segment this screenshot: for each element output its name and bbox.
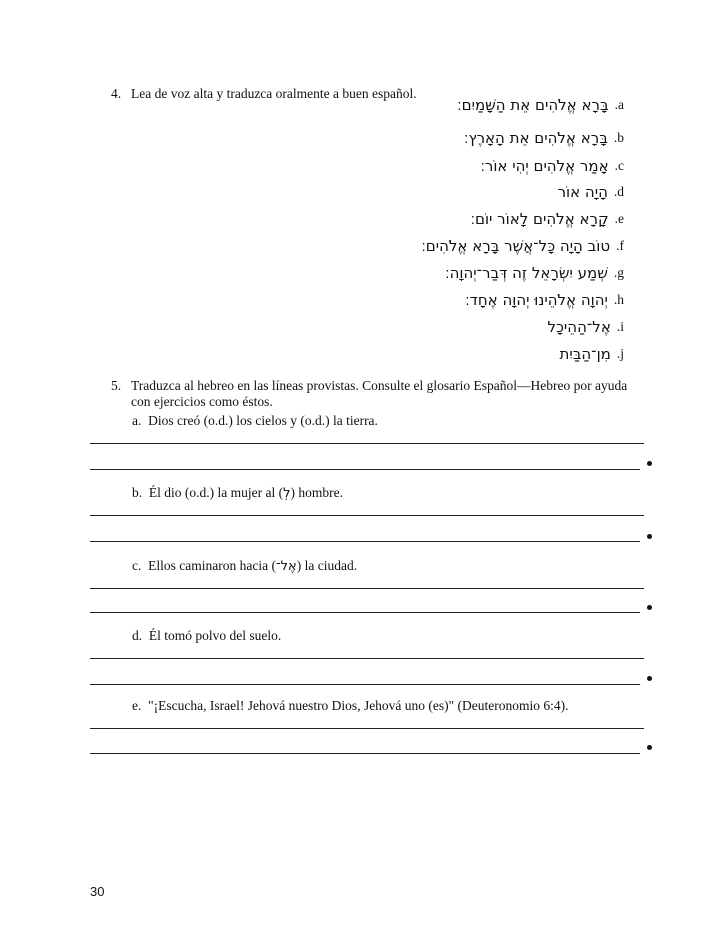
answer-line[interactable] <box>90 684 640 685</box>
translation-item-d: d. Él tomó polvo del suelo. <box>132 628 282 643</box>
period-mark <box>647 745 652 750</box>
hebrew-item-c: .c אָמַר אֱלֹהִים יְהִי אוֹר׃ <box>480 157 624 175</box>
hebrew-item-g: .g שְׁמַע יִשְׂרָאֵל זֶה דְּבַר־יְהוָה׃ <box>445 264 624 282</box>
hebrew-text: מִן־הַבַּיִת <box>559 345 611 363</box>
period-mark <box>647 461 652 466</box>
hebrew-text: קָרָא אֱלֹהִים לָאוֹר יוֹם׃ <box>470 210 609 228</box>
exercise-4-number: 4. <box>111 86 122 101</box>
hebrew-text: שְׁמַע יִשְׂרָאֵל זֶה דְּבַר־יְהוָה׃ <box>445 264 608 282</box>
inline-hebrew: לְ <box>283 486 291 501</box>
translation-item-c: c. Ellos caminaron hacia (אֶל־) la ciudad. <box>132 558 358 574</box>
answer-line[interactable] <box>90 658 644 659</box>
item-text: Él tomó polvo del suelo. <box>148 628 282 643</box>
translation-item-b: b. Él dio (o.d.) la mujer al (לְ) hombre. <box>132 485 343 501</box>
exercise-5-text: Traduzca al hebreo en las líneas provistas. Consulte el glosario Español—Hebreo por ayuda con ejercicios como éstos. <box>131 378 628 409</box>
answer-line[interactable] <box>90 588 644 589</box>
hebrew-item-e: .e קָרָא אֱלֹהִים לָאוֹר יוֹם׃ <box>470 210 624 228</box>
hebrew-item-i: .i אֶל־הַהֵיכָל <box>547 318 624 336</box>
translation-item-a: a. Dios creó (o.d.) los cielos y (o.d.) la tierra. <box>132 413 378 428</box>
period-mark <box>647 605 652 610</box>
answer-line[interactable] <box>90 612 640 613</box>
answer-line[interactable] <box>90 541 640 542</box>
hebrew-text: אָמַר אֱלֹהִים יְהִי אוֹר׃ <box>480 157 609 175</box>
hebrew-item-j: .j מִן־הַבַּיִת <box>559 345 624 363</box>
hebrew-item-a: .a בָּרָא אֱלֹהִים אֵת הַשָּׁמַיִם׃ <box>457 96 624 114</box>
hebrew-text: בָּרָא אֱלֹהִים אֵת הַשָּׁמַיִם׃ <box>457 96 609 114</box>
exercise-4-text: Lea de voz alta y traduzca oralmente a buen español. <box>131 86 417 101</box>
exercise-5-instruction <box>111 378 631 410</box>
exercise-4-instruction <box>111 86 417 102</box>
hebrew-text: יְהוָה אֱלֹהֵינוּ יְהוָה אֶחָד׃ <box>465 291 608 309</box>
hebrew-text: טוֹב הָיָה כָּל־אֲשֶׁר בָּרָא אֱלֹהִים׃ <box>421 237 611 255</box>
hebrew-item-f: .f טוֹב הָיָה כָּל־אֲשֶׁר בָּרָא אֱלֹהִים׃ <box>421 237 624 255</box>
item-text: "¡Escucha, Israel! Jehová nuestro Dios, Jehová uno (es)" (Deuteronomio 6:4). <box>148 698 569 713</box>
hebrew-item-b: .b בָּרָא אֱלֹהִים אֵת הָאָרֶץ׃ <box>464 129 624 147</box>
hebrew-text: בָּרָא אֱלֹהִים אֵת הָאָרֶץ׃ <box>464 129 608 147</box>
period-mark <box>647 676 652 681</box>
answer-line[interactable] <box>90 753 640 754</box>
hebrew-text: אֶל־הַהֵיכָל <box>547 318 611 336</box>
inline-hebrew: אֶל־ <box>275 559 297 574</box>
answer-line[interactable] <box>90 443 644 444</box>
hebrew-item-h: .h יְהוָה אֱלֹהֵינוּ יְהוָה אֶחָד׃ <box>465 291 624 309</box>
translation-item-e: e. "¡Escucha, Israel! Jehová nuestro Dios, Jehová uno (es)" (Deuteronomio 6:4). <box>132 698 569 713</box>
exercise-5-number: 5. <box>111 378 122 393</box>
hebrew-item-d: .d הָיָה אוֹר <box>557 183 624 201</box>
item-text: Dios creó (o.d.) los cielos y (o.d.) la tierra. <box>148 413 378 428</box>
answer-line[interactable] <box>90 469 640 470</box>
answer-line[interactable] <box>90 728 644 729</box>
answer-line[interactable] <box>90 515 644 516</box>
period-mark <box>647 534 652 539</box>
page-number: 30 <box>90 884 105 899</box>
hebrew-text: הָיָה אוֹר <box>557 183 608 201</box>
